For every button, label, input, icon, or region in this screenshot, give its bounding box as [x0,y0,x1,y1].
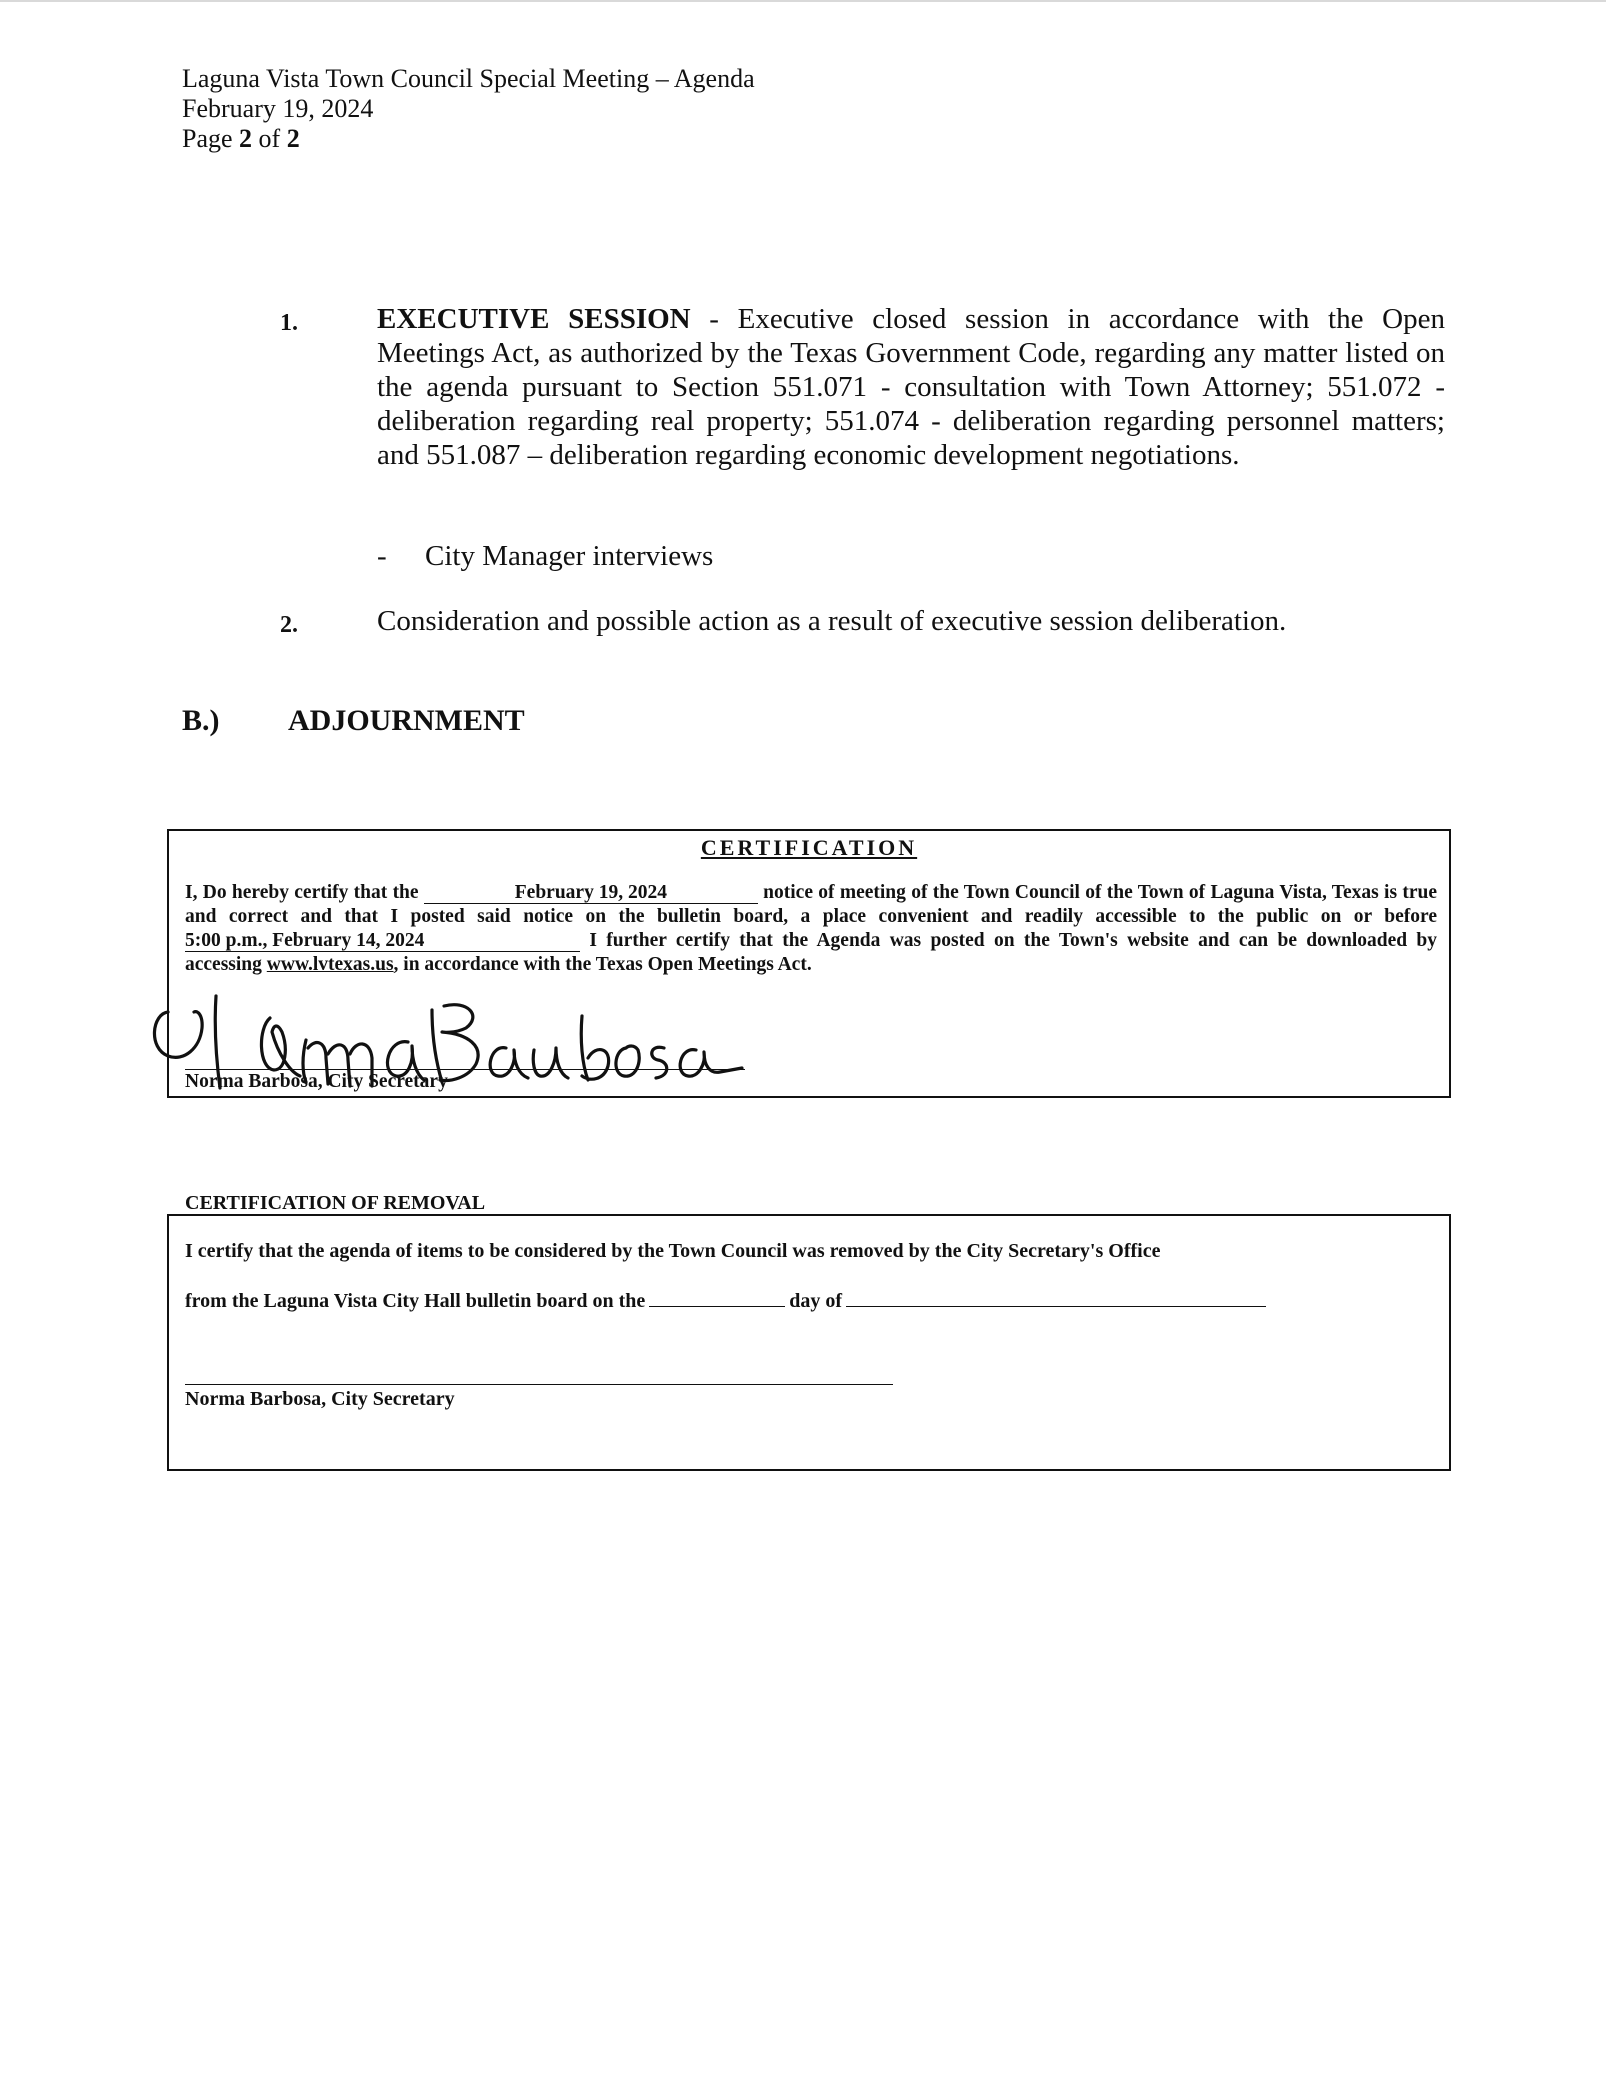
adjournment-section [182,704,525,738]
posted-time-fill: 5:00 p.m., February 14, 2024 [185,931,580,952]
item-heading: EXECUTIVE SESSION [377,303,691,335]
page-total: 2 [286,124,300,153]
removal-date-line [185,1288,1266,1313]
removal-text-part: day of [789,1290,843,1312]
section-letter: B.) [182,704,220,737]
page-top-border [0,0,1606,2]
signer-name: Norma Barbosa, City Secretary [185,1071,448,1092]
item-text: Consideration and possible action as a result of executive session deliberation. [377,605,1287,637]
removal-statement: I certify that the agenda of items to be considered by the Town Council was removed by the City Secretary's Office [185,1240,1161,1262]
day-blank-field[interactable] [649,1288,785,1307]
website-link[interactable]: www.lvtexas.us [266,954,394,975]
page-number [182,124,755,154]
page-current: 2 [239,124,253,153]
item-number: 1. [280,310,298,336]
page-of: of [252,124,287,153]
month-blank-field[interactable] [846,1288,1266,1307]
cert-text-part: , in accordance with the Texas Open Meetings Act. [393,954,812,975]
removal-text-part: from the Laguna Vista City Hall bulletin board on the [185,1290,646,1312]
item-number: 2. [280,612,298,638]
agenda-item-1 [280,302,1445,472]
removal-label: CERTIFICATION OF REMOVAL [185,1192,486,1214]
handwritten-signature [150,988,750,1103]
certification-text [185,881,1437,977]
cert-text-part: notice of meeting of the Town Council of the Town of Laguna Vista, Texas is true and correct and that I posted said notice on the bulletin board, a place convenient and readily accessible to the public on or before [185,882,1438,927]
item-body [377,604,1445,638]
page-header [182,64,755,154]
removal-signature-line [185,1384,893,1385]
cert-text-part: I further certify that the Agenda was posted on the Town's website and can be downloaded by accessing [185,930,1437,975]
item-text: - Executive closed session in accordance with the Open Meetings Act, as authorized by the Texas Government Code, regarding any matter listed on the agenda pursuant to Section 551.071 - consultation with Town Attorney; 551.072 - deliberation regarding real property; 551.074 - deliberation regarding personnel matters; and 551.087 – deliberation regarding economic development negotiations. [377,303,1445,471]
certification-title: CERTIFICATION [700,835,918,860]
page-prefix: Page [182,124,240,153]
sub-item-text: City Manager interviews [425,540,714,572]
document-title: Laguna Vista Town Council Special Meeting – Agenda [182,64,755,93]
bullet-dash: - [377,540,387,572]
item-body [377,302,1445,472]
removal-box [167,1214,1451,1471]
meeting-date-fill: February 19, 2024 [424,883,758,904]
agenda-item-2 [280,604,1445,638]
section-heading: ADJOURNMENT [288,704,525,737]
cert-text-part: I, Do hereby certify that the [185,882,424,903]
meeting-date: February 19, 2024 [182,94,374,123]
sub-item-bullet [377,539,713,573]
removal-signer-name: Norma Barbosa, City Secretary [185,1388,455,1410]
